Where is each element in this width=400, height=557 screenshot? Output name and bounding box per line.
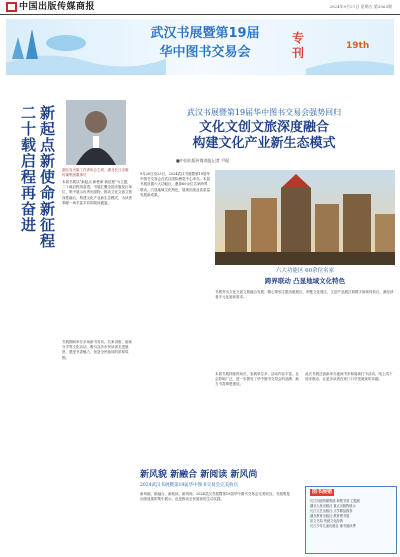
book-fair-logo: 19th [346,41,370,51]
banner-title-line2: 华中图书交易会 [159,45,251,60]
masthead-rule [0,14,400,15]
bottom-article-headline: 新风貌 新融合 新阅读 新风尚 [140,470,258,480]
left-headline-column [5,85,67,547]
event-photo [215,170,395,265]
portrait-icon [66,100,126,165]
left-headline-line1: 新起点新使命新征程 [38,105,56,249]
event-photo-image [215,170,395,265]
body-text-block: 书展突出文化文创文旅融合发展，精心策划主题出版展区、荆楚文化展区、文创产品展区和数字阅读体验区，满足读者多元化阅读需求。 [215,290,394,300]
article-kicker: 武汉书展暨第19届华中图书交易会强势回归 [186,108,342,117]
sidebar-box [305,486,397,554]
photo-subcaption-1: 六大功能区 60余位名家 [275,268,335,274]
list-item: 湖北教育出版社 教育图书展 [310,514,350,518]
list-item: 湖北人民出版社 重点出版物展示 [310,504,356,508]
body-text-block: 本届书展持续时间长、参展单位多、活动内容丰富，社会影响广泛，进一步擦亮了华中图书交易会的品牌，助力书香荆楚建设。 [215,372,299,387]
portrait-photo [66,100,126,165]
list-item: 长江文艺出版社 文学精品推荐 [310,509,353,513]
bottom-article-subhead: 2024武汉书展暨第19届华中图书交易会完美收官 [140,483,239,488]
masthead [0,0,400,14]
banner-title-line1: 武汉书展暨第19届 [150,26,260,41]
special-issue-label: 专刊 [292,31,305,60]
article-headline-line2: 构建文化产业新生态模式 [192,136,336,151]
body-text-block: 本届书展以“新起点 新使命 新征程”为主题，二十载启程再奋进。书展汇聚全国出版发行单位，集中展示优秀出版物，推动文化文创文旅深度融合，构建文化产业新生态模式，为读者奉献一场丰富多彩的阅读盛宴。 [62,180,132,205]
sidebar-title: 图书展销 [312,489,333,495]
article-headline [134,120,394,152]
special-issue-banner [6,19,394,75]
body-text-block: 新风貌、新融合、新阅读、新风尚，2024武汉书展暨第19届华中图书交易会完美收官。书展既是出版成果的集中展示，也是推动全民阅读的生动实践。 [140,492,290,502]
masthead-title: 中国出版传媒商报 [19,2,96,12]
masthead-date: 2024年9月27日 星期五 第3565期 [329,4,392,9]
list-item: 长江出版传媒集团 荆楚书香 主题展 [310,499,360,503]
list-item: 长江少年儿童出版社 童书阅读季 [310,524,356,528]
body-text-block: 9月20日至23日，2024武汉书展暨第19届华中图书交易会在武汉国际博览中心举办。本届书展设置六大功能区，邀请60余位名家跨界联动，凸显地域文化特色，展现出版业高质量发展新成果。 [140,172,210,197]
list-item: 崇文书局 传统文化经典 [310,519,343,523]
article-byline: ■中国出版传媒商报记者 尹琨 [176,158,230,163]
sidebar-list [310,499,392,529]
article-headline-line1: 文化文创文旅深度融合 [198,120,329,135]
newspaper-logo-icon [6,2,17,12]
photo-subcaption-2: 跨界联动 凸显地域文化特色 [264,277,346,285]
left-headline-line2: 二十载启程再奋进 [19,105,37,233]
body-text-block: 此次书展还创新举办夜间书市和阅读打卡活动，线上线下同步联动，让更多读者在家门口享受阅读的乐趣。 [305,372,393,382]
body-text-block: 书展期间举办多场新书发布、名家讲座、阅读分享等文化活动，吸引众多市民读者走进展馆，感受书香魅力，营造全民阅读的浓厚氛围。 [62,340,132,360]
portrait-caption: 湖北省出版工作者协会主席、湖北长江出版传媒集团董事长 [62,168,129,177]
